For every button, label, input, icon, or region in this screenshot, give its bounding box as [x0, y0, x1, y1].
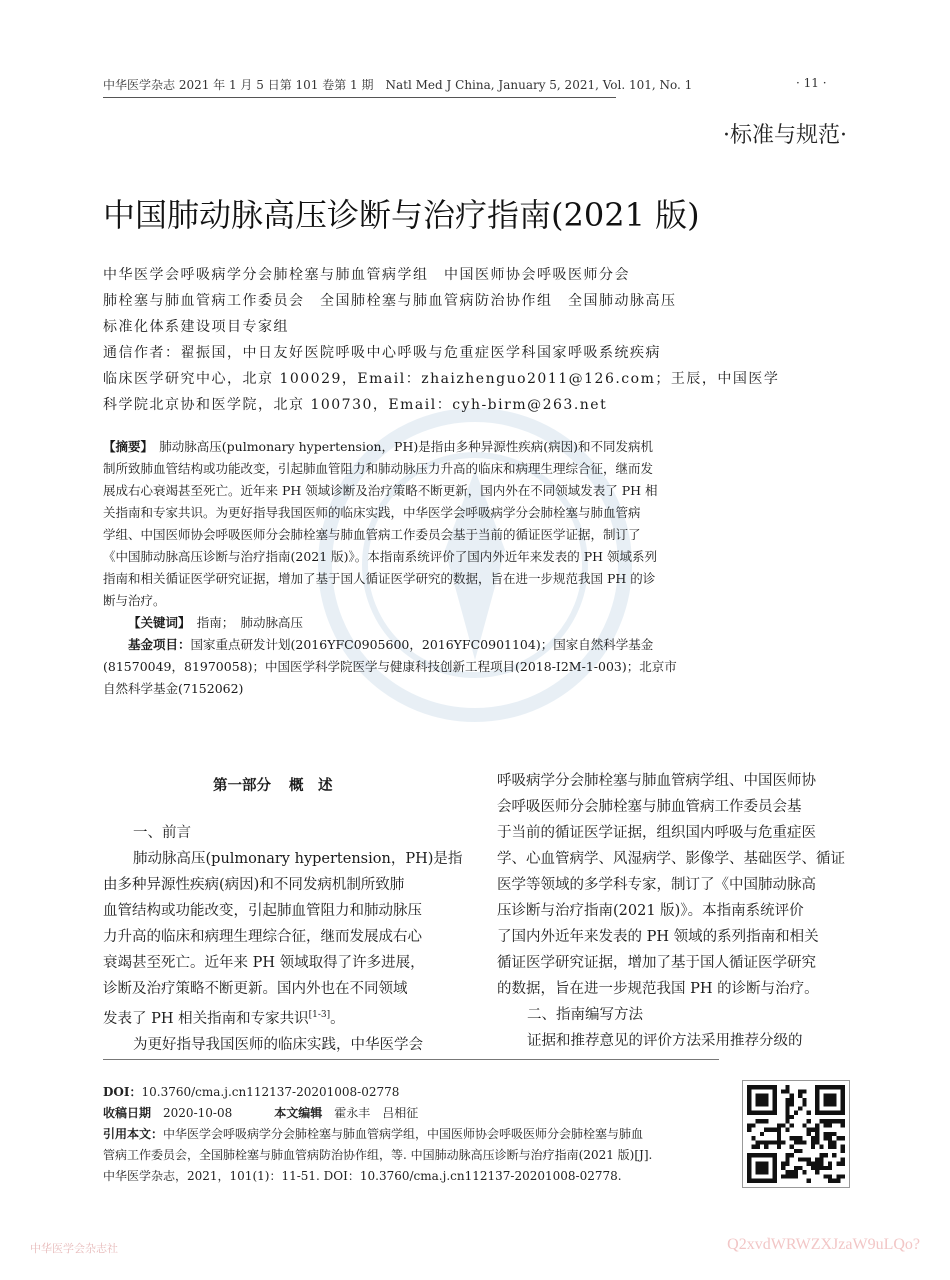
funding-label: 基金项目： [128, 637, 191, 652]
right-column [497, 768, 849, 1054]
author-line: 中华医学会呼吸病学分会肺栓塞与肺血管病学组 中国医师协会呼吸医师分会 [103, 267, 630, 283]
author-block [103, 262, 780, 418]
body-line: 呼吸病学分会肺栓塞与肺血管病学组、中国医师协 [497, 773, 816, 789]
column-tag: ·标准与规范· [723, 123, 847, 148]
body-line: 为更好指导我国医师的临床实践，中华医学会 [133, 1036, 423, 1053]
page-number: · 11 · [796, 76, 827, 90]
doi-link[interactable]: 10.3760/cma.j.cn112137-20201008-02778 [141, 1085, 400, 1099]
author-line: 肺栓塞与肺血管病工作委员会 全国肺栓塞与肺血管病防治协作组 全国肺动脉高压 [103, 293, 677, 309]
body-line: 压诊断与治疗指南(2021 版)》。本指南系统评价 [497, 903, 804, 919]
footer-divider [103, 1059, 719, 1060]
cite-line: 中华医学杂志，2021，101(1)：11-51. DOI：10.3760/cma.j.cn112137-20201008-02778. [103, 1169, 622, 1183]
abstract-line: 展成右心衰竭甚至死亡。近年来 PH 领域诊断及治疗策略不断更新，国内外在不同领域发表了 PH 相 [103, 483, 658, 498]
correspondence-line: 通信作者：翟振国，中日友好医院呼吸中心呼吸与危重症医学科国家呼吸系统疾病 [103, 345, 661, 361]
funding-line: 自然科学基金(7152062) [103, 681, 244, 696]
correspondence-line: 科学院北京协和医学院，北京 100730，Email：cyh-birm@263.net [103, 397, 608, 413]
abstract-line: 学组、中国医师协会呼吸医师分会肺栓塞与肺血管病工作委员会基于当前的循证医学证据，制订了 [103, 527, 641, 542]
abstract-line: 制所致肺血管结构或功能改变，引起肺血管阻力和肺动脉压力升高的临床和病理生理综合征，继而发 [103, 461, 654, 476]
section-heading: 第一部分 概 述 [213, 777, 333, 794]
body-line: 循证医学研究证据，增加了基于国人循证医学研究 [497, 955, 816, 971]
body-line: 会呼吸医师分会肺栓塞与肺血管病工作委员会基 [497, 799, 802, 815]
publisher-logo: 中华医学会杂志社 [30, 1242, 118, 1255]
body-line: 发表了 PH 相关指南和专家共识[1-3]。 [103, 1010, 345, 1027]
abstract-line: 《中国肺动脉高压诊断与治疗指南(2021 版)》。本指南系统评价了国内外近年来发表的 PH 领域系列 [103, 549, 658, 564]
abstract-label: 【摘要】 [103, 439, 147, 454]
body-line: 力升高的临床和病理生理综合征，继而发展成右心 [103, 929, 422, 945]
abstract-line: 指南和相关循证医学研究证据，增加了基于国人循证医学研究的数据，旨在进一步规范我国 PH 的诊 [103, 571, 656, 586]
body-line: 诊断及治疗策略不断更新。国内外也在不同领域 [103, 981, 408, 997]
funding: 基金项目：国家重点研发计划(2016YFC0905600，2016YFC0901104)；国家自然科学基金 [128, 637, 654, 652]
body-line: 证据和推荐意见的评价方法采用推荐分级的 [527, 1033, 803, 1049]
abstract-line: 关指南和专家共识。为更好指导我国医师的临床实践，中华医学会呼吸病学分会肺栓塞与肺血管病 [103, 505, 641, 520]
body-line: 于当前的循证医学证据，组织国内呼吸与危重症医 [497, 825, 816, 841]
abstract [103, 436, 713, 700]
body-line: 学、心血管病学、风湿病学、影像学、基础医学、循证 [497, 851, 845, 867]
paper-title: 中国肺动脉高压诊断与治疗指南(2021 版) [103, 196, 700, 234]
citation-ref: [1-3] [308, 1010, 331, 1020]
cite-line: 管病工作委员会，全国肺栓塞与肺血管病防治协作组，等. 中国肺动脉高压诊断与治疗指南(2021 版)[J]. [103, 1148, 653, 1162]
body-line: 由多种异源性疾病(病因)和不同发病机制所致肺 [103, 877, 405, 893]
watermark-text: Q2xvdWRWZXJzaW9uLQo? [727, 1236, 920, 1253]
qr-code[interactable] [742, 1080, 850, 1188]
abstract-line: 断与治疗。 [103, 593, 166, 608]
correspondence-line: 临床医学研究中心，北京 100029，Email：zhaizhenguo2011@126.com；王辰，中国医学 [103, 371, 780, 387]
body-line: 医学等领域的多学科专家，制订了《中国肺动脉高 [497, 877, 816, 893]
left-column [103, 820, 463, 1058]
running-header: 中华医学杂志 2021 年 1 月 5 日第 101 卷第 1 期 Natl Med J China, January 5, 2021, Vol. 101, No. 1 [103, 76, 616, 98]
received-line: 收稿日期 2020-10-08 本文编辑 霍永丰 吕相征 [103, 1106, 419, 1120]
doi-line: DOI：10.3760/cma.j.cn112137-20201008-02778 [103, 1085, 400, 1099]
subheading: 一、前言 [133, 825, 191, 841]
funding-line: (81570049，81970058)；中国医学科学院医学与健康科技创新工程项目(2018-I2M-1-003)；北京市 [103, 659, 677, 674]
cite-line: 引用本文：中华医学会呼吸病学分会肺栓塞与肺血管病学组，中国医师协会呼吸医师分会肺栓塞与肺血 [103, 1127, 644, 1141]
body-line: 了国内外近年来发表的 PH 领域的系列指南和相关 [497, 929, 819, 945]
body-line: 血管结构或功能改变，引起肺血管阻力和肺动脉压 [103, 903, 422, 919]
body-line: 肺动脉高压(pulmonary hypertension，PH)是指 [133, 851, 463, 867]
body-line: 的数据，旨在进一步规范我国 PH 的诊断与治疗。 [497, 981, 819, 997]
author-line: 标准化体系建设项目专家组 [103, 319, 289, 335]
subheading: 二、指南编写方法 [527, 1007, 643, 1023]
article-footer [103, 1082, 733, 1187]
keywords: 【关键词】 指南； 肺动脉高压 [128, 615, 304, 630]
body-line: 衰竭甚至死亡。近年来 PH 领域取得了许多进展， [103, 955, 425, 971]
abstract-line: 【摘要】 肺动脉高压(pulmonary hypertension，PH)是指由多种异源性疾病(病因)和不同发病机 [103, 439, 653, 454]
keywords-label: 【关键词】 [128, 615, 185, 630]
